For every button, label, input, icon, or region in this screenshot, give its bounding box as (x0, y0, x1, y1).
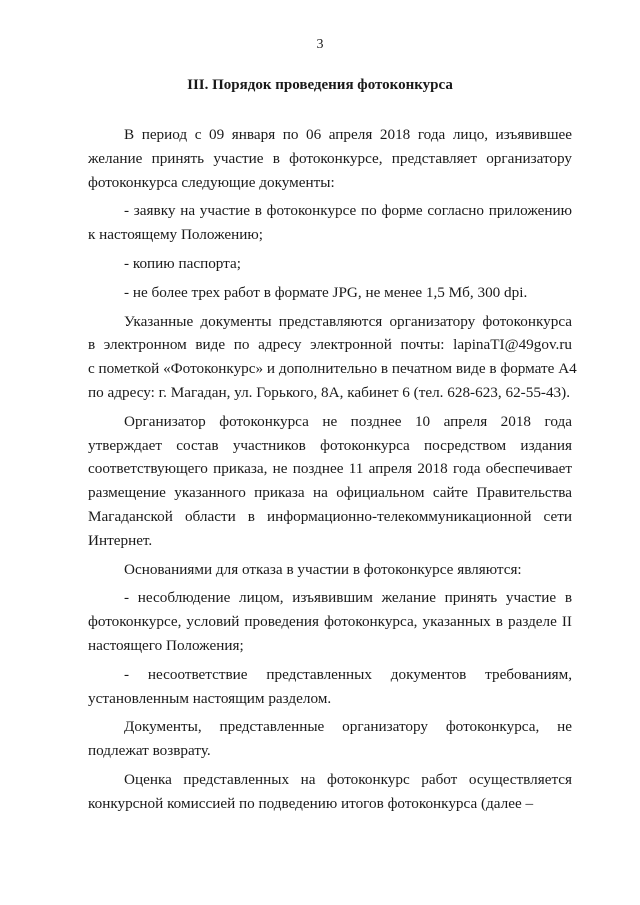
text-line: Оценка представленных на фотоконкурс работ осуществляется (124, 770, 572, 788)
text-line: фотоконкурсе, условий проведения фотоконкурса, указанных в разделе II (88, 613, 572, 631)
text-line: утверждает состав участников фотоконкурса посредством издания (88, 436, 572, 454)
list-item (88, 281, 572, 305)
text-line: установленным настоящим разделом. (88, 689, 332, 707)
text-line: соответствующего приказа, не позднее 11 апреля 2018 года обеспечивает (88, 460, 572, 478)
list-item (88, 586, 572, 657)
text-line: - несоответствие представленных документов требованиям, (124, 665, 572, 683)
text-line: с пометкой «Фотоконкурс» и дополнительно в печатном виде в формате А4 (88, 360, 577, 378)
text-line: В период с 09 января по 06 апреля 2018 года лицо, изъявившее (124, 126, 572, 143)
text-line: Магаданской области в информационно-телекоммуникационной сети (88, 507, 572, 525)
paragraph (88, 715, 572, 763)
text-line: по адресу: г. Магадан, ул. Горького, 8А, кабинет 6 (тел. 628-623, 62-55-43). (88, 383, 571, 401)
text-line: Основаниями для отказа в участии в фотоконкурсе являются: (124, 560, 522, 578)
text-line: - копию паспорта; (124, 254, 241, 272)
text-line: Интернет. (88, 531, 153, 549)
text-line: настоящего Положения; (88, 636, 244, 654)
paragraph (88, 558, 572, 582)
text-line: к настоящему Положению; (88, 226, 263, 244)
text-line: желание принять участие в фотоконкурсе, представляет организатору (88, 149, 572, 167)
paragraph (88, 310, 577, 405)
list-item (88, 252, 572, 276)
text-line: фотоконкурса следующие документы: (88, 173, 335, 191)
text-line: в электронном виде по адресу электронной почты: lapinaTI@49gov.ru (88, 336, 572, 354)
text-line: - заявку на участие в фотоконкурсе по форме согласно приложению (124, 202, 572, 220)
list-item (88, 199, 572, 247)
body-text (88, 123, 577, 821)
paragraph (88, 410, 572, 553)
paragraph (88, 768, 572, 816)
list-item (88, 663, 572, 711)
text-line: Указанные документы представляются организатору фотоконкурса (124, 312, 572, 330)
text-line: Организатор фотоконкурса не позднее 10 апреля 2018 года (124, 412, 572, 430)
text-line: размещение указанного приказа на официальном сайте Правительства (88, 484, 572, 502)
paragraph (88, 123, 572, 194)
page-number: 3 (316, 37, 324, 52)
text-line: - не более трех работ в формате JPG, не менее 1,5 Мб, 300 dpi. (124, 283, 528, 301)
text-line: Документы, представленные организатору фотоконкурса, не (124, 718, 572, 736)
section-heading: III. Порядок проведения фотоконкурса (187, 77, 453, 93)
text-line: подлежат возврату. (88, 742, 211, 760)
text-line: конкурсной комиссией по подведению итогов фотоконкурса (далее – (88, 794, 534, 812)
text-line: - несоблюдение лицом, изъявившим желание принять участие в (124, 589, 572, 607)
